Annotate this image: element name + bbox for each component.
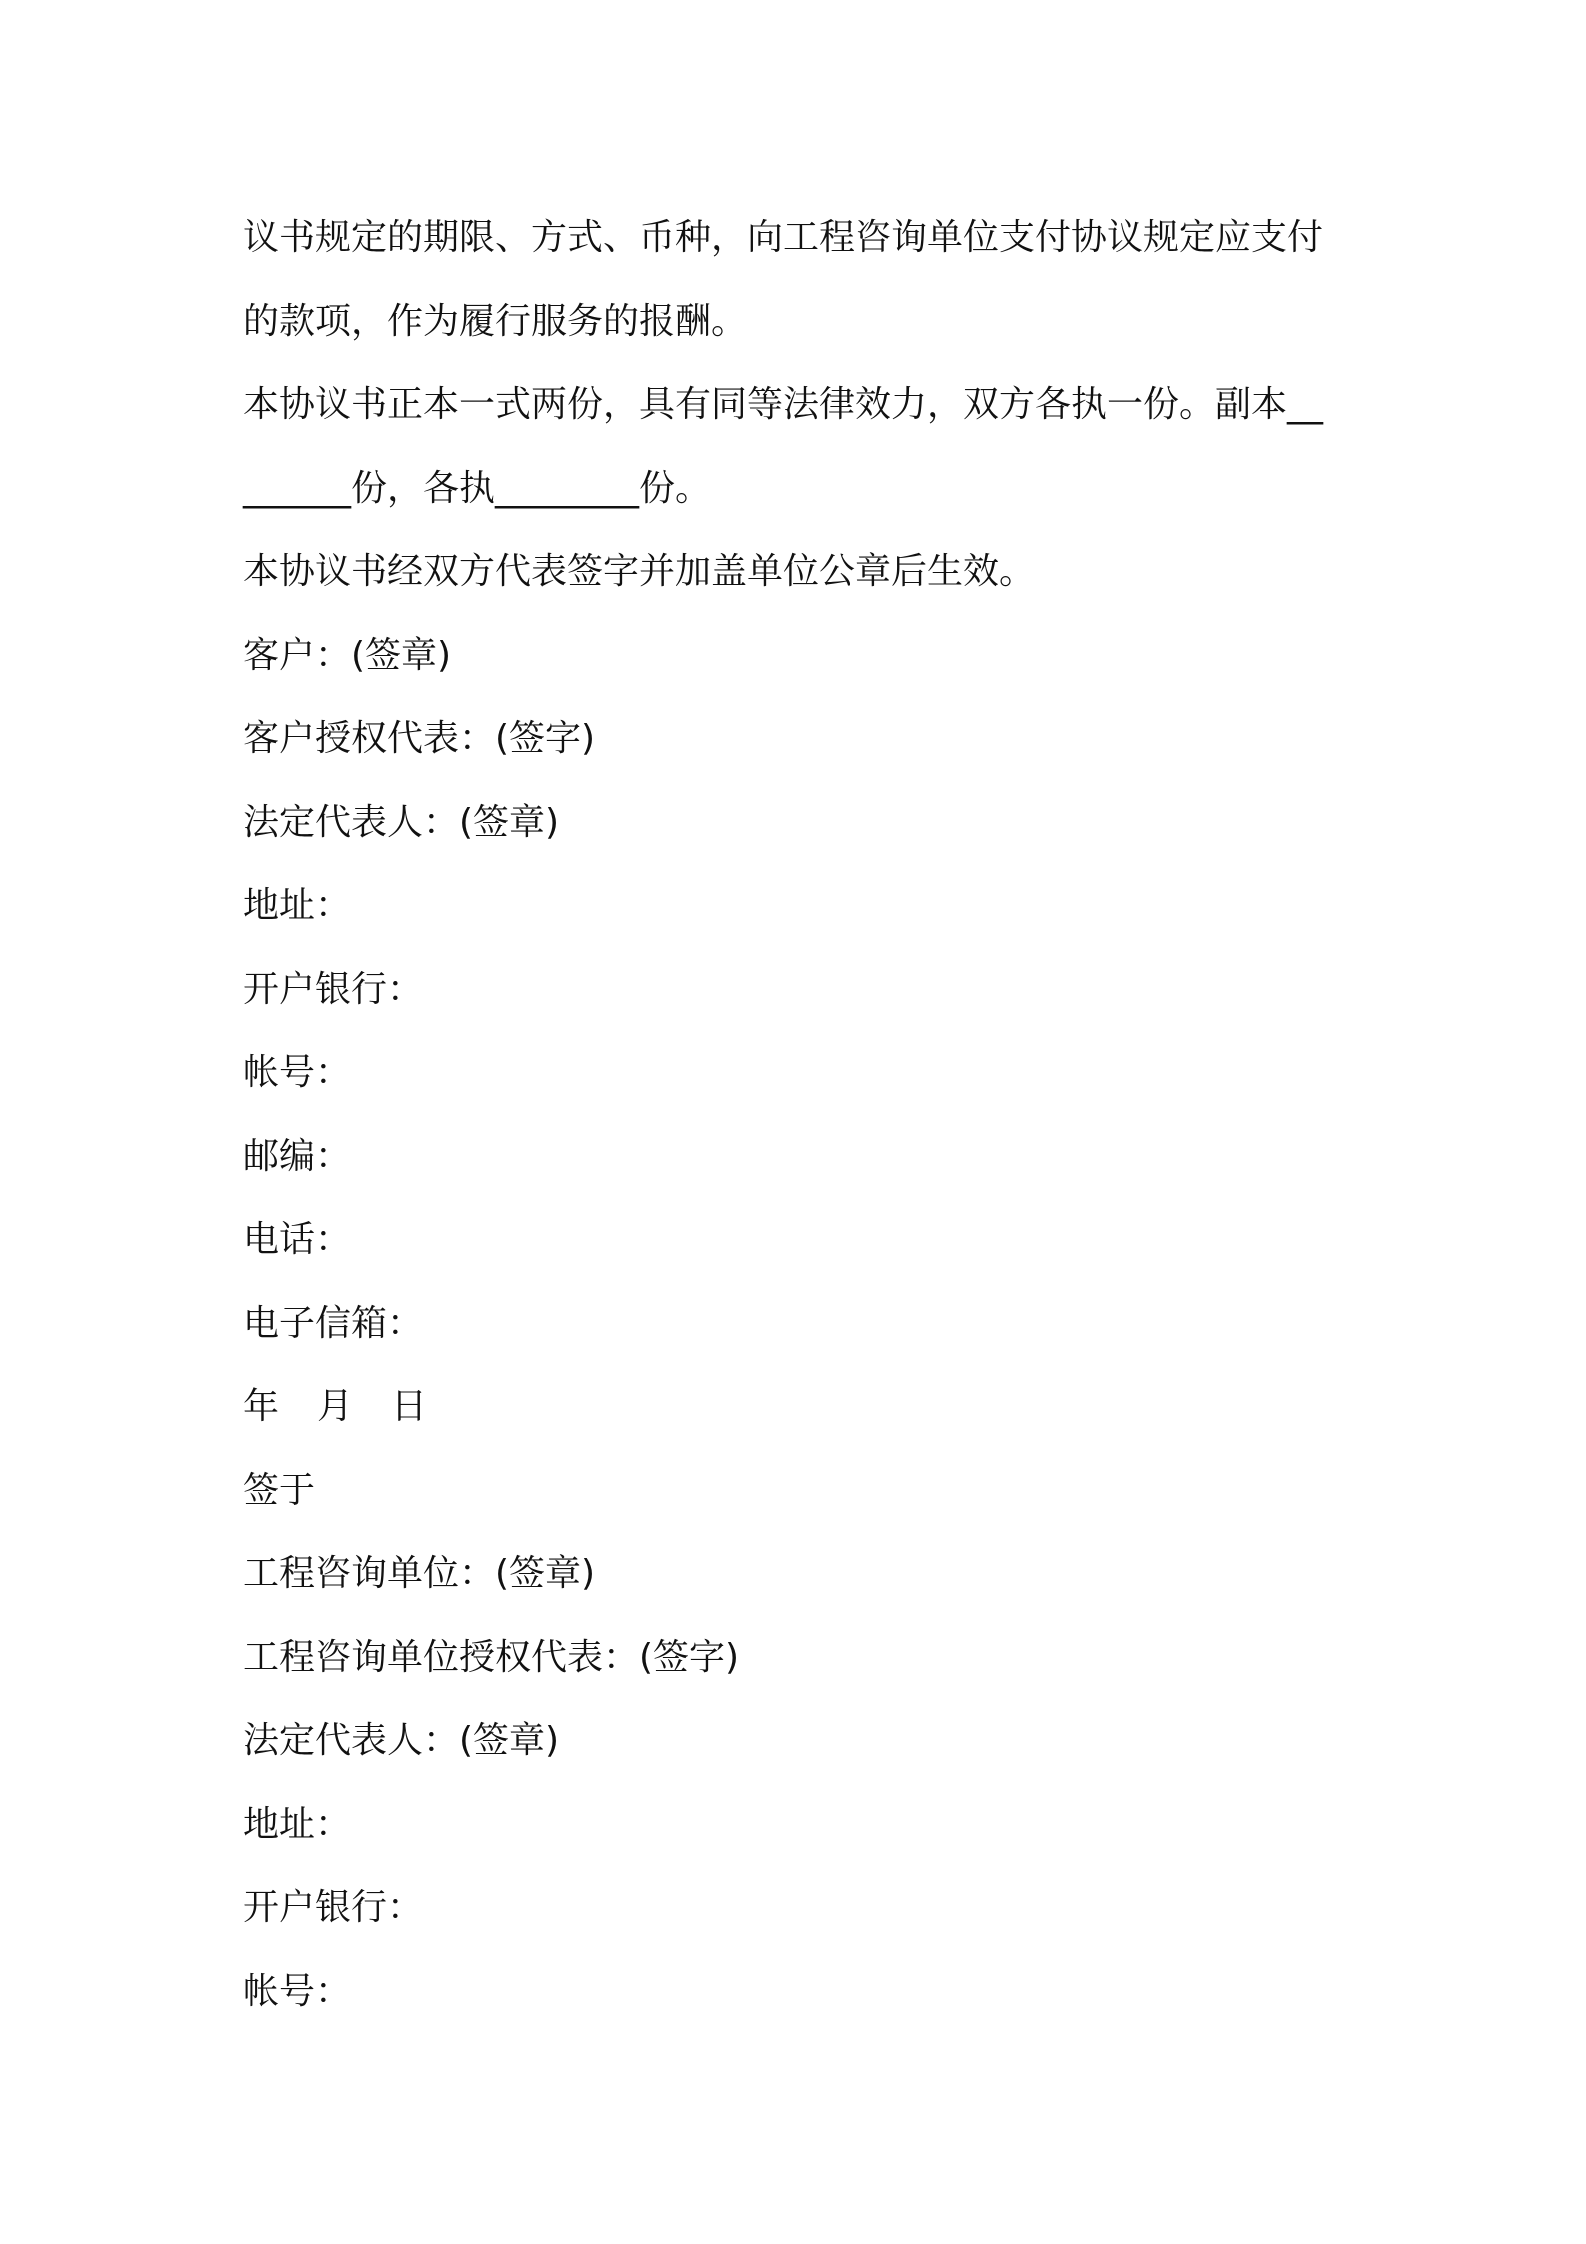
signed-at-label: 签于 — [243, 1469, 316, 1511]
date-year-label: 年 — [243, 1386, 280, 1427]
client-authorized-rep-label: 客户授权代表：(签字) — [243, 718, 596, 759]
client-account-label: 帐号： — [243, 1052, 352, 1093]
payment-clause-line-2: 的款项，作为履行服务的报酬。 — [243, 300, 748, 342]
consultant-bank-label: 开户银行： — [243, 1887, 424, 1928]
client-legal-rep-label: 法定代表人：(签章) — [243, 801, 560, 843]
client-phone-label: 电话： — [243, 1219, 352, 1260]
date-line — [243, 1365, 1363, 1449]
date-day-label: 日 — [391, 1386, 428, 1427]
effectiveness-clause: 本协议书经双方代表签字并加盖单位公章后生效。 — [243, 551, 1036, 592]
consultant-authorized-rep-label: 工程咨询单位授权代表：(签字) — [243, 1636, 740, 1678]
client-bank-label: 开户银行： — [243, 968, 424, 1010]
copies-clause-line-1: 本协议书正本一式两份，具有同等法律效力，双方各执一份。副本__ — [243, 384, 1324, 425]
client-postcode-label: 邮编： — [243, 1135, 352, 1177]
consultant-seal-label: 工程咨询单位：(签章) — [243, 1553, 596, 1594]
consultant-legal-rep-label: 法定代表人：(签章) — [243, 1720, 560, 1761]
copies-clause-line-2: ______份，各执________份。 — [243, 467, 712, 509]
client-address-label: 地址： — [243, 885, 352, 926]
date-month-label: 月 — [317, 1386, 354, 1427]
consultant-address-label: 地址： — [243, 1803, 352, 1845]
client-seal-label: 客户：(签章) — [243, 634, 452, 676]
payment-clause-line-1: 议书规定的期限、方式、币种，向工程咨询单位支付协议规定应支付 — [243, 217, 1324, 258]
client-email-label: 电子信箱： — [243, 1302, 424, 1344]
document-body — [243, 196, 1363, 2033]
consultant-account-label: 帐号： — [243, 1970, 352, 2012]
